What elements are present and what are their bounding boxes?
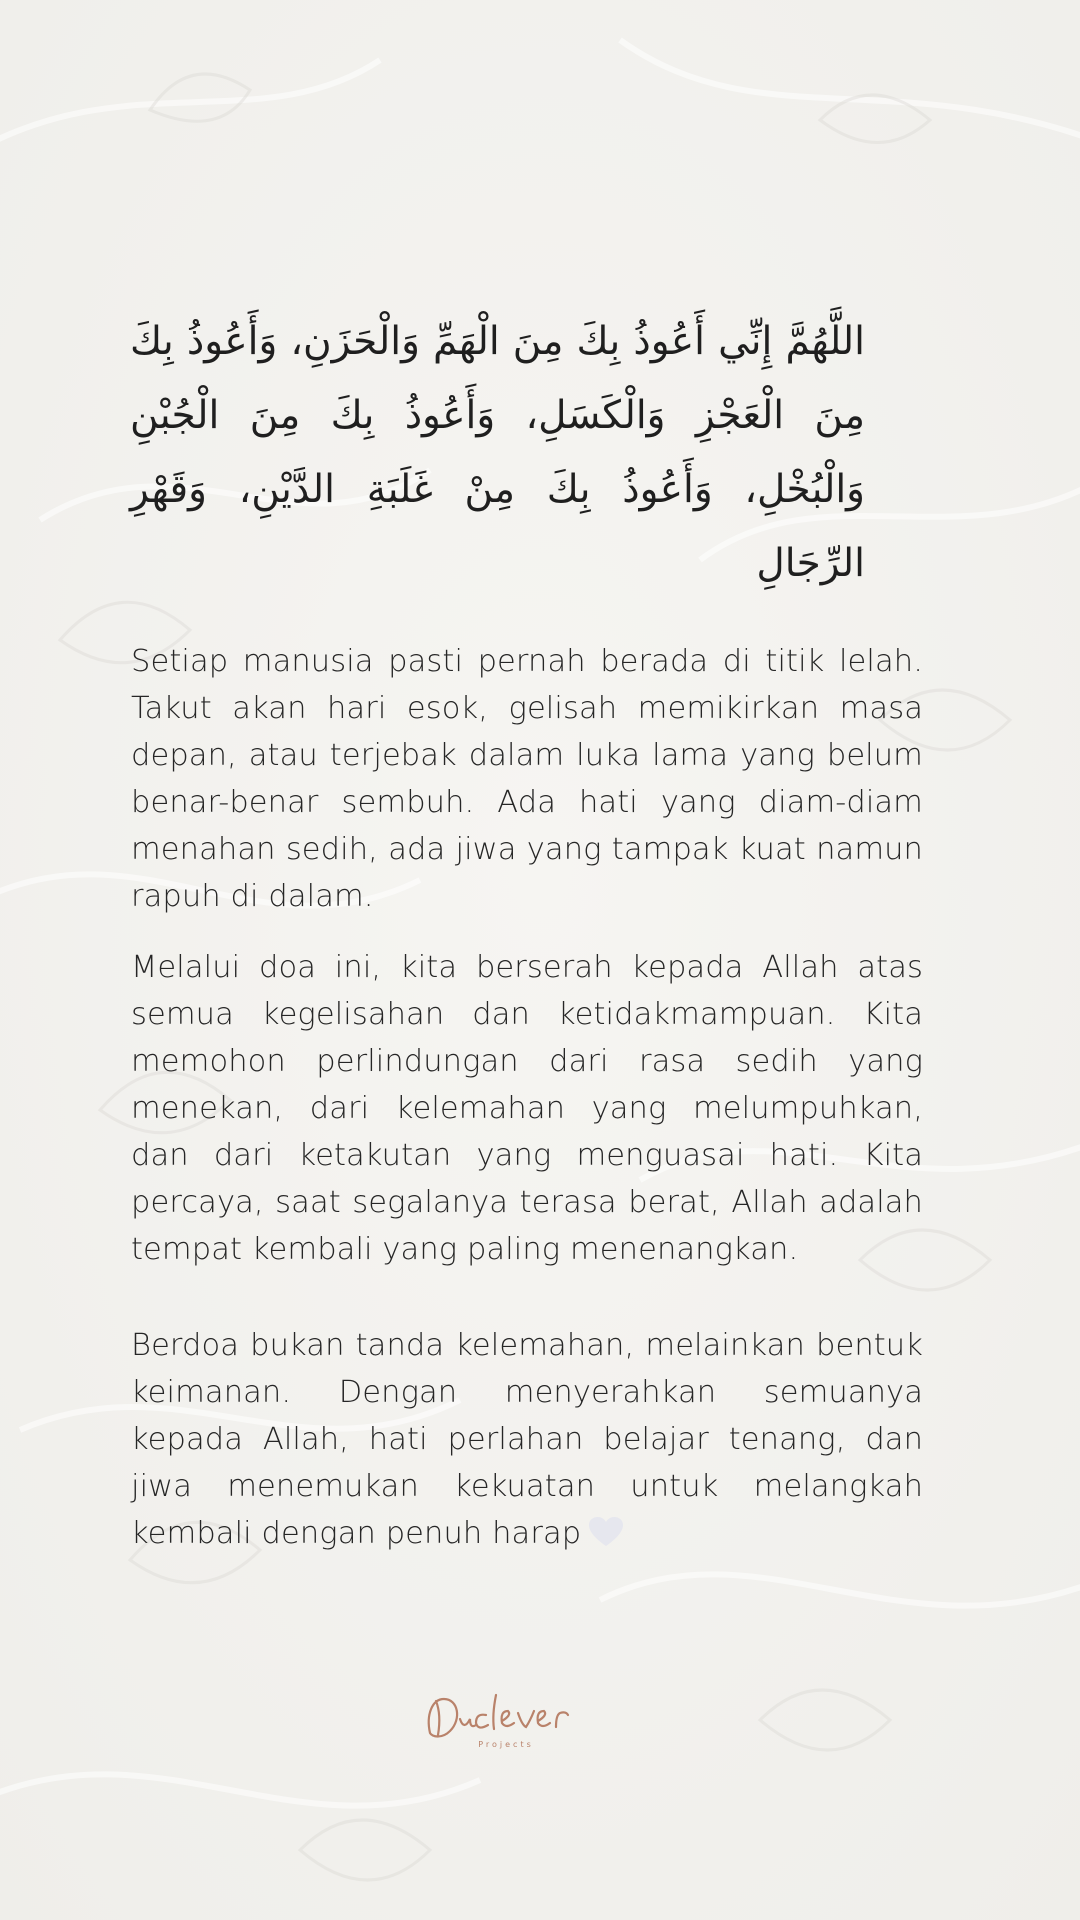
logo-subtitle: Projects — [478, 1740, 534, 1749]
paragraph-3-text: Berdoa bukan tanda kelemahan, melainkan bentuk keimanan. Dengan menyerahkan semuanya kepada Allah, hati perlahan belajar tenang, dan jiwa menemukan kekuatan untuk melangkah kembali dengan penuh harap — [131, 1328, 923, 1551]
duclever-logo — [420, 1685, 590, 1755]
white-heart-icon — [589, 1514, 623, 1561]
paragraph-1: Setiap manusia pasti pernah berada di titik lelah. Takut akan hari esok, gelisah memikirkan masa depan, atau terjebak dalam luka lama yang belum benar-benar sembuh. Ada hati yang diam-diam menahan sedih, ada jiwa yang tampak kuat namun rapuh di dalam. — [131, 644, 923, 914]
arabic-prayer: اللَّهُمَّ إِنِّي أَعُوذُ بِكَ مِنَ الْهَمِّ وَالْحَزَنِ، وَأَعُوذُ بِكَ مِنَ الْعَجْزِ وَالْكَسَلِ، وَأَعُوذُ بِكَ مِنَ الْجُبْنِ وَالْبُخْلِ، وَأَعُوذُ بِكَ مِنْ غَلَبَةِ الدَّيْنِ، وَقَهْرِ الرِّجَالِ — [130, 319, 865, 586]
paragraph-3 — [131, 1322, 923, 1561]
paragraph-2: Melalui doa ini, kita berserah kepada Allah atas semua kegelisahan dan ketidakmampuan. Kita memohon perlindungan dari rasa sedih yang menekan, dari kelemahan yang melumpuhkan, dan dari ketakutan yang menguasai hati. Kita percaya, saat segalanya terasa berat, Allah adalah tempat kembali yang paling menenangkan. — [131, 950, 923, 1267]
